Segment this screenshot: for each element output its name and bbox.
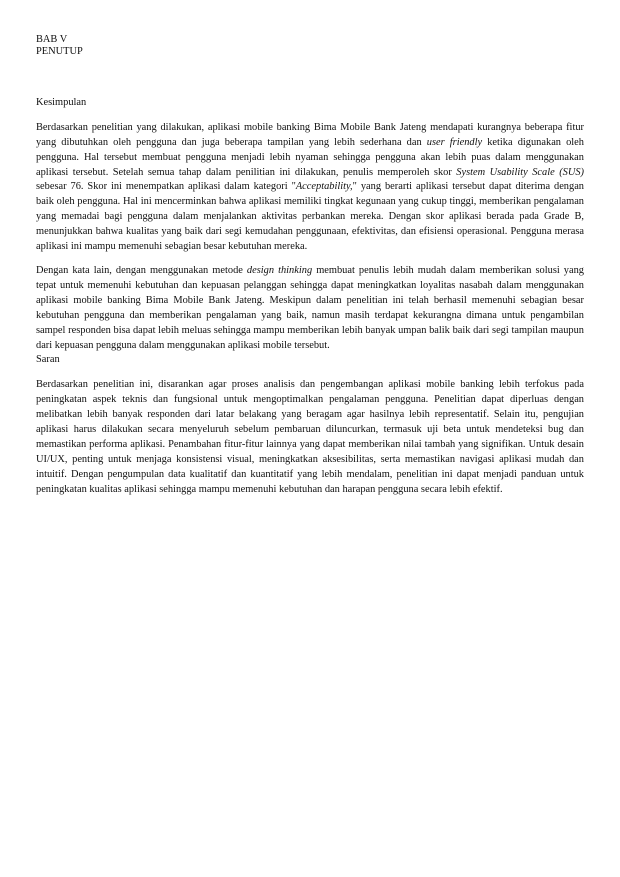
section-heading-saran: Saran [36,354,60,366]
emphasis-text: System Usability Scale (SUS) [456,166,585,178]
chapter-title: PENUTUP [36,46,83,58]
paragraph-kesimpulan-1: Berdasarkan penelitian yang dilakukan, aplikasi mobile banking Bima Mobile Bank Jateng mendapati kurangnya beberapa fitur yang dibutuhkan oleh pengguna dan juga beberapa tampilan yang lebih sederhana dan user friendly ketika digunakan oleh pengguna. Hal tersebut membuat pengguna menjadi lebih nyaman sehingga pengguna akan lebih puas dalam menggunakan aplikasi tersebut. Setelah semua tahap dalam penilitian ini dilakukan, penulis memperoleh skor System Usability Scale (SUS) sebesar 76. Skor ini menempatkan aplikasi dalam kategori "Acceptability," yang berarti aplikasi tersebut dapat diterima dengan baik oleh pengguna. Hal ini mencerminkan bahwa aplikasi memiliki tingkat kegunaan yang cukup tinggi, memberikan pengalaman yang memadai bagi pengguna dalam menjalankan aktivitas perbankan mereka. Dengan skor aplikasi berada pada Grade B, menunjukkan bahwa kualitas yang baik dari segi kemudahan penggunaan, efektivitas, dan efisiensi operasional. Pengguna merasa aplikasi ini mampu memenuhi sebagian besar kebutuhan mereka. [36,121,585,253]
document-page [36,34,584,498]
emphasis-text: Acceptability, [295,181,353,193]
chapter-number: BAB V [36,34,68,45]
section-heading-kesimpulan: Kesimpulan [36,96,87,108]
emphasis-text: design thinking [246,264,313,276]
emphasis-text: user friendly [426,136,483,148]
paragraph-saran-1: Berdasarkan penelitian ini, disarankan agar proses analisis dan pengembangan aplikasi mobile banking lebih terfokus pada peningkatan aspek teknis dan fungsional untuk mengoptimalkan pengalaman pengguna. Penelitian dapat diperluas dengan melibatkan lebih banyak responden dari latar belakang yang beragam agar hasilnya lebih representatif. Selain itu, pengujian aplikasi harus dilakukan secara menyeluruh sebelum pembaruan diluncurkan, termasuk uji beta untuk mendeteksi bug dan memastikan performa aplikasi. Penambahan fitur-fitur lainnya yang dapat memberikan nilai tambah yang signifikan. Untuk desain UI/UX, penting untuk menjaga konsistensi visual, meningkatkan aksesibilitas, serta memastikan navigasi aplikasi mudah dan intuitif. Dengan pengumpulan data kualitatif dan kuantitatif yang lebih mendalam, penelitian ini dapat menjadi panduan untuk peningkatan kualitas aplikasi sehingga mampu memenuhi kebutuhan dan harapan pengguna secara lebih efektif. [36,379,584,495]
paragraph-kesimpulan-2: Dengan kata lain, dengan menggunakan metode design thinking membuat penulis lebih mudah dalam memberikan solusi yang tepat untuk memenuhi kebutuhan dan kepuasan pelanggan sehingga dapat meningkatkan loyalitas nasabah dalam menggunakan aplikasi mobile banking Bima Mobile Bank Jateng. Meskipun dalam penelitian ini telah berhasil memenuhi sebagian besar kebutuhan pengguna dan memberikan pengalaman yang baik, namun masih terdapat kekurangna dimana untuk pengambilan sampel responden bisa dapat lebih meluas sehingga mampu memberikan lebih banyak umpan balik baik dari segi tampilan maupun dari kepuasan pengguna dalam menggunakan aplikasi mobile tersebut. [36,264,584,351]
